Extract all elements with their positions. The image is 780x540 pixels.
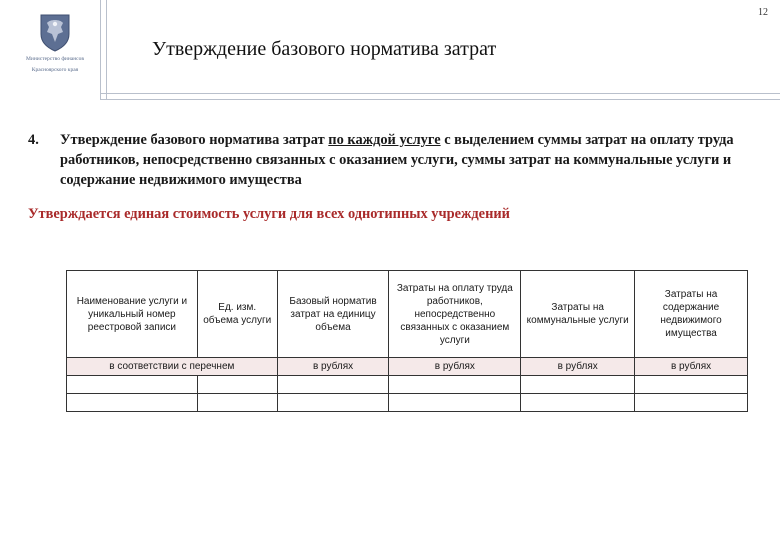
header-divider-horizontal-2 [100, 99, 780, 100]
unit-cell-rubles: в рублях [521, 358, 635, 376]
header-unit: Ед. изм. объема услуги [197, 271, 277, 358]
table-cell [635, 376, 748, 394]
table-cell [197, 394, 277, 412]
header-utility-costs: Затраты на коммунальные услуги [521, 271, 635, 358]
table-cell [67, 394, 198, 412]
numbered-item [28, 130, 768, 190]
table-cell [521, 394, 635, 412]
table-header-row [67, 271, 748, 358]
table-cell [277, 376, 389, 394]
table-cell [635, 394, 748, 412]
header-property-costs: Затраты на содержание недвижимого имущества [635, 271, 748, 358]
header-divider-vertical-2 [106, 0, 107, 100]
table-cell [277, 394, 389, 412]
table-row [67, 394, 748, 412]
item-text-end: с выделением суммы затрат на оплату труда работников, непосредственно связанных с оказанием услуги, суммы затрат на коммунальные услуги и содержание недвижимого имущества [60, 132, 734, 188]
item-text-start: Утверждение базового норматива затрат [60, 132, 329, 148]
page-number: 12 [758, 7, 768, 18]
item-text-underlined: по каждой услуге [328, 132, 441, 148]
highlight-statement: Утверждается единая стоимость услуги для всех однотипных учреждений [28, 206, 510, 222]
item-text [60, 130, 768, 190]
header-service-name: Наименование услуги и уникальный номер реестровой записи [67, 271, 198, 358]
unit-cell-rubles: в рублях [277, 358, 389, 376]
ministry-logo [15, 12, 95, 74]
unit-cell-rubles: в рублях [389, 358, 521, 376]
header-divider-horizontal [100, 93, 780, 94]
header-divider-vertical [100, 0, 101, 100]
slide-title: Утверждение базового норматива затрат [152, 38, 497, 60]
header-base-norm: Базовый норматив затрат на единицу объема [277, 271, 389, 358]
table-row [67, 376, 748, 394]
unit-cell-list: в соответствии с перечнем [67, 358, 278, 376]
cost-norm-table [66, 270, 748, 412]
table-cell [389, 394, 521, 412]
table-units-row [67, 358, 748, 376]
unit-cell-rubles: в рублях [635, 358, 748, 376]
table-cell [197, 376, 277, 394]
header-labor-costs: Затраты на оплату труда работников, непосредственно связанных с оказанием услуги [389, 271, 521, 358]
item-number: 4. [28, 132, 39, 148]
logo-caption-line2: Красноярского края [31, 67, 79, 73]
coat-of-arms-icon [38, 12, 72, 52]
table-cell [67, 376, 198, 394]
table-cell [389, 376, 521, 394]
logo-caption-line1: Министерство финансов [26, 56, 84, 62]
table-cell [521, 376, 635, 394]
